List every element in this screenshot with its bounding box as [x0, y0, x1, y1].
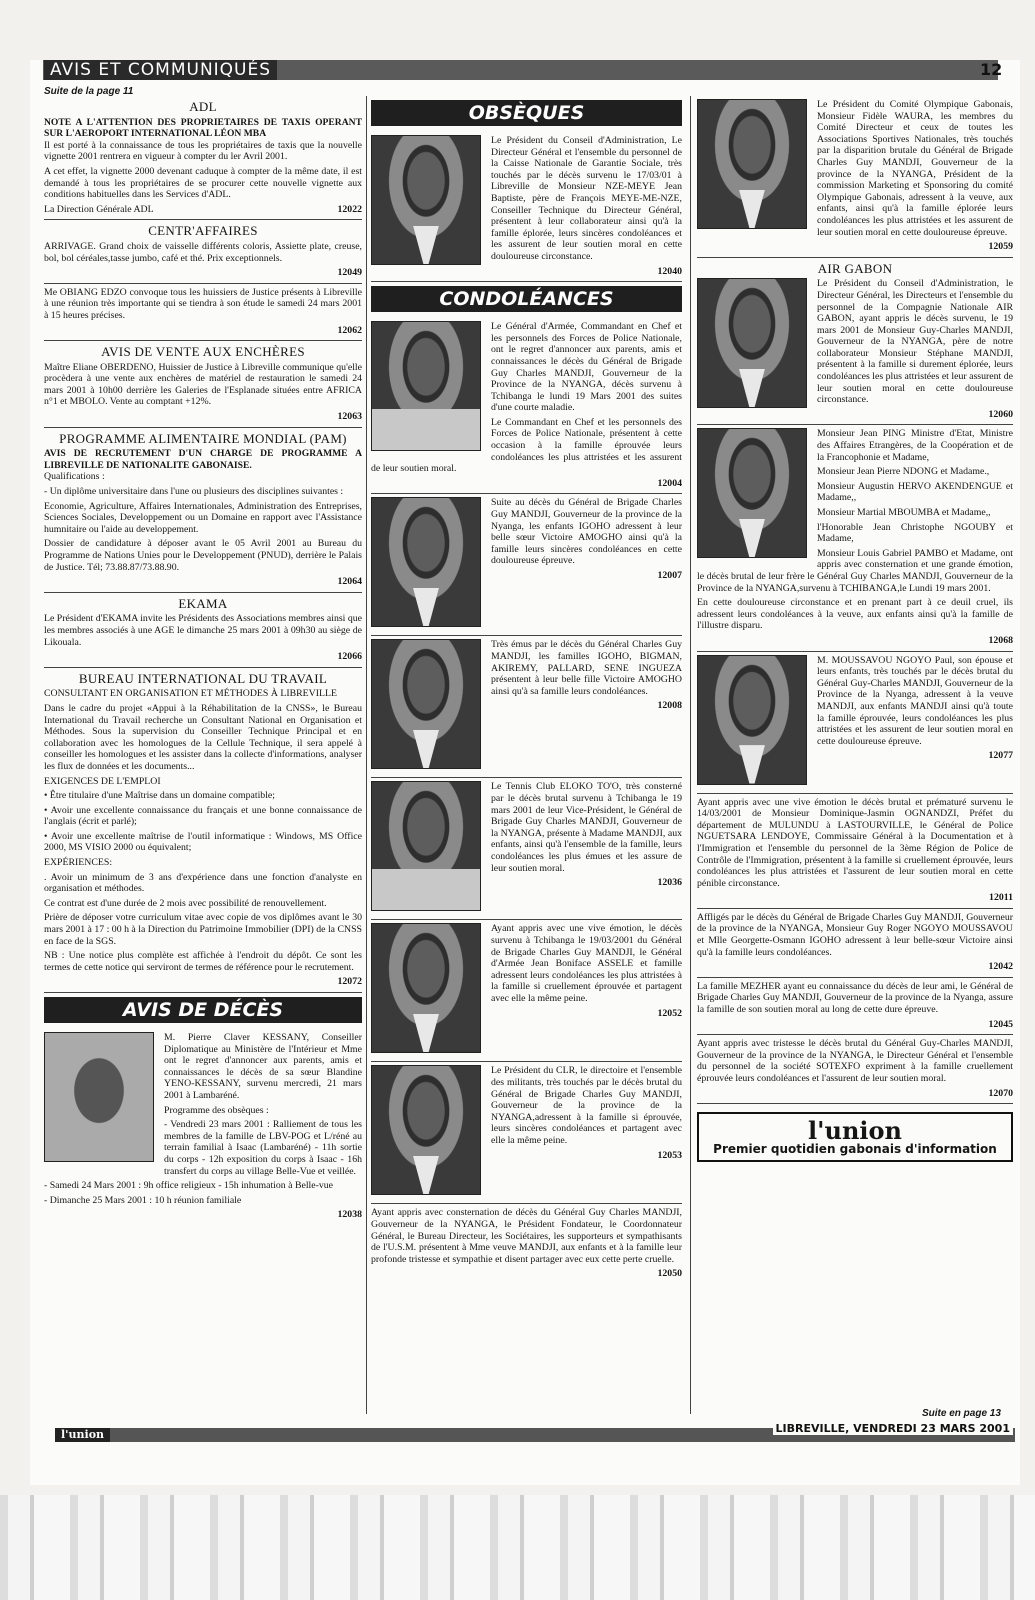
reference-number: 12052: [657, 1007, 682, 1019]
notice-title: BUREAU INTERNATIONAL DU TRAVAIL: [78, 670, 328, 686]
notice-paragraph: Le Président du Conseil d'Administration, Le Directeur Général et l'ensemble du personnel de la Caisse Nationale de Garantie Sociale, très touchés par le décès survenu le 17/03/01 à Libreville de Monsieur NZE-MEYE Jean Baptiste, père de François MEYE-ME-NZE, Conseiller Technique du Directeur Général, présentent à leur collaborateur ainsi qu'à la famille éplorée, leurs sincères condoléances et les assurent de leur soutien moral en cette douloureuse circonstance.: [491, 135, 682, 262]
notice-signature: La Direction Générale ADL: [44, 203, 154, 215]
portrait-photo: [697, 99, 807, 229]
notice-item: [371, 318, 682, 494]
notice-signature-row: [371, 478, 682, 490]
notice-item: [44, 428, 362, 593]
column-right: [697, 96, 1013, 1162]
portrait-photo: [371, 1065, 481, 1195]
notice-item: [371, 494, 682, 636]
notice-signature-row: [697, 1088, 1013, 1100]
column-middle: [371, 96, 682, 1284]
notice-item: [44, 668, 362, 993]
section-title: AVIS ET COMMUNIQUÉS: [44, 60, 277, 80]
notice-signature-row: [44, 267, 362, 279]
page-number: 12: [980, 60, 1003, 79]
reference-number: 12066: [337, 651, 362, 663]
notice-item: [44, 96, 362, 220]
notice-item: [371, 1204, 682, 1284]
notice-signature-row: [44, 576, 362, 588]
notice-paragraph: M. Pierre Claver KESSANY, Conseiller Diplomatique au Ministère de l'Intérieur et Mme ont le regret d'annoncer aux parents, amis et connaissances le décès de sa sœur Blandine YENO-KESSANY, survenu mercredi, 21 mars 2001 à Lambaréné.: [164, 1032, 362, 1101]
notice-paragraph: l'Honorable Jean Christophe NGOUBY et Madame,: [817, 521, 1013, 545]
notice-paragraph: - Samedi 24 Mars 2001 : 9h office religieux - 15h inhumation à Belle-vue: [44, 1180, 334, 1192]
notice-item: [697, 425, 1013, 651]
deces-heading: AVIS DE DÉCÈS: [44, 997, 362, 1023]
reference-number: 12042: [988, 961, 1013, 973]
notice-paragraph: Programme des obsèques :: [164, 1104, 269, 1116]
notice-paragraph: . Avoir un minimum de 3 ans d'expérience dans une fonction d'analyste en organisation et méthodes.: [44, 871, 362, 895]
notice-signature-row: [491, 700, 682, 712]
notice-paragraph: Ce contrat est d'une durée de 2 mois avec possibilité de renouvellement.: [44, 897, 327, 909]
column-left: [44, 96, 362, 1225]
notice-signature-row: [817, 409, 1013, 421]
notice-paragraph: Dans le cadre du projet «Appui à la Réhabilitation de la CNSS», le Bureau International du Travail recherche un Consultant National en Organisation et Méthodes. Sous la supervision du Conseiller Technique Principal et en collaboration avec les homologues de la Cellule Technique, il sera appelé à conseiller les homologues et les assister dans la collecte d'informations, analyser les flux de données et les documents...: [44, 702, 362, 772]
dateline: LIBREVILLE, VENDREDI 23 MARS 2001: [773, 1422, 1013, 1435]
notice-signature-row: [697, 961, 1013, 973]
notice-paragraph: Prière de déposer votre curriculum vitae avec copie de vos diplômes avant le 30 mars 2001 à 17 : 00 h à la Direction du Patrimoine Immobilier (DPI) de la CNSS en face de la SGS.: [44, 912, 362, 947]
notice-paragraph: Economie, Agriculture, Affaires Internationales, Administration des Entreprises, Sciences Sociales, Developpement ou un Domaine en rapport avec l'Assistance humnitaire ou l'aide au developpement.: [44, 500, 362, 535]
reference-number: 12050: [657, 1268, 682, 1280]
portrait-photo: [371, 781, 481, 911]
notice-paragraph: Dossier de candidature à déposer avant le 05 Avril 2001 au Bureau du Programme de Nations Unies pour le Developpement (PNUD), derrière le Palais de Justice. Tél; 73.88.87/73.88.90.: [44, 538, 362, 573]
notice-signature-row: [371, 1268, 682, 1280]
reference-number: 12070: [988, 1087, 1013, 1099]
notice-paragraph: Le Président du Conseil d'Administration, le Directeur Général, les Directeurs et l'ensemble du personnel de la Compagnie Nationale AIR GABON, ayant appris le décès survenu, le 19 mars 2001 de Monsieur Guy-Charles MANDJI, Gouverneur de la NYANGA, père de notre collaborateur Monsieur Stéphane MANDJI, présentent à la famille si durement éplorée, leurs condoléances les plus attristées et leur assurent de leur soutien moral en cette douloureuse circonstance.: [817, 278, 1013, 406]
column-rule: [690, 96, 691, 1414]
notice-paragraph: • Avoir une excellente connaissance du français et une bonne connaissance de l'anglais (écrit et parlé);: [44, 804, 362, 828]
notice-signature-row: [44, 976, 362, 988]
notice-signature-row: [44, 325, 362, 337]
portrait-photo: [44, 1032, 154, 1162]
notice-paragraph: EXPÉRIENCES:: [44, 857, 113, 869]
notice-item: [697, 1035, 1013, 1104]
notice-signature-row: [44, 651, 362, 663]
notice-paragraph: Le Commandant en Chef et les personnels des Forces de Police Nationale, présentent à cette occasion à la famille éprouvée leurs condoléances les plus attristées et les assurent de leur soutien moral.: [371, 416, 682, 475]
reference-number: 12011: [989, 892, 1013, 904]
reference-number: 12036: [657, 877, 682, 889]
notice-title: ADL: [189, 99, 217, 114]
notice-item: [371, 636, 682, 778]
reference-number: 12038: [337, 1209, 362, 1221]
reference-number: 12077: [988, 750, 1013, 762]
notice-paragraph: Le Président d'EKAMA invite les Présidents des Associations membres ainsi que les membres associés à une AGE le dimanche 25 mars 2001 à 09h30 au siège de Likouala.: [44, 613, 362, 648]
notice-title: CENTR'AFFAIRES: [148, 223, 258, 239]
notice-paragraph: Affligés par le décès du Général de Brigade Charles Guy MANDJI, Gouverneur de la province de la NYANGA, Monsieur Guy Roger NGOYO MOUSSAVOU et Mlle Georgette-Osmann IGOHO adressent à leur belle-sœur Victoire ainsi qu'à la famille leurs condoléances.: [697, 911, 1013, 958]
notice-signature-row: [491, 877, 682, 889]
notice-signature-row: [491, 1150, 682, 1162]
notice-paragraph: NB : Une notice plus complète est affichée à l'endroit du dépôt. Ce sont les termes de cette notice qui serviront de termes de référence pour le recrutement.: [44, 950, 362, 973]
notice-item: [371, 132, 682, 282]
notice-signature-row: [44, 411, 362, 423]
notice-paragraph: Monsieur Martial MBOUMBA et Madame,,: [817, 507, 991, 518]
notice-title: AIR GABON: [817, 260, 893, 276]
notice-item: [44, 593, 362, 668]
column-rule: [366, 96, 367, 1414]
notice-item: [697, 909, 1013, 978]
reference-number: 12063: [337, 411, 362, 423]
portrait-photo: [371, 321, 481, 451]
portrait-photo: [697, 655, 807, 785]
notice-item: [44, 341, 362, 428]
reference-number: 12040: [657, 265, 682, 277]
reference-number: 12072: [337, 976, 362, 988]
notice-item: [697, 794, 1013, 909]
notice-paragraph: EXIGENCES DE L'EMPLOI: [44, 775, 161, 787]
notice-signature-row: [44, 1209, 362, 1221]
reference-number: 12062: [337, 324, 362, 336]
notice-paragraph: Qualifications :: [44, 471, 105, 483]
notice-paragraph: - Dimanche 25 Mars 2001 : 10 h réunion familiale: [44, 1194, 242, 1206]
notice-signature-row: [697, 892, 1013, 904]
obseques-heading: OBSÈQUES: [371, 100, 682, 126]
notice-item: [697, 652, 1013, 794]
reference-number: 12060: [988, 408, 1013, 420]
notice-paragraph: M. MOUSSAVOU NGOYO Paul, son épouse et leurs enfants, très touchés par le décès brutal du Général Guy-Charles MANDJI, Gouverneur de la Province de la Nyanga, adressent à la veuve MANDJI, aux enfants MANDJI ainsi qu'à toute la famille éprouvée, leurs condoléances les plus attristées et les assurent de leur soutien moral en cette douloureuse épreuve.: [817, 654, 1013, 747]
notice-paragraph: Monsieur Jean PING Ministre d'Etat, Ministre des Affaires Etrangères, de la Coopération et de la Francophonie et Madame,: [817, 428, 1013, 463]
notice-paragraph: En cette douloureuse circonstance et en prenant part à ce deuil cruel, ils adressent leurs condoléances à la veuve, aux enfants ainsi qu'à la famille de l'illustre disparu.: [697, 597, 1013, 632]
notice-paragraph: Monsieur Louis Gabriel PAMBO et Madame, ont appris avec consternation et une grande émotion, le décès brutal de leur frère le Général Guy Charles MANDJI, Gouverneur de la Province de la NYANGA,survenu à TCHIBANGA,le Lundi 19 mars 2001.: [697, 547, 1013, 594]
reference-number: 12064: [337, 576, 362, 588]
reference-number: 12049: [337, 267, 362, 279]
notice-paragraph: Monsieur Augustin HERVO AKENDENGUE et Madame,,: [817, 480, 1013, 504]
portrait-photo: [371, 135, 481, 265]
notice-item: [44, 220, 362, 283]
reference-number: 12008: [657, 700, 682, 712]
notice-paragraph: Le Président du CLR, le directoire et l'ensemble des militants, très touchés par le décès brutal du Général de Brigade Charles Guy MANDJI, Gouverneur de la province de la NYANGA,adressent à la famille si éprouvée, leurs sincères condoléances et partagent avec elle la même peine.: [491, 1065, 682, 1146]
reference-number: 12004: [657, 477, 682, 489]
notice-item: [697, 258, 1013, 426]
scan-noise: [0, 1495, 1035, 1600]
notice-subtitle: NOTE A L'ATTENTION DES PROPRIETAIRES DE TAXIS OPERANT SUR L'AEROPORT INTERNATIONAL LÉON MBA: [44, 116, 362, 140]
notice-paragraph: Ayant appris avec une vive émotion le décès brutal et prématuré survenu le 14/03/2001 de Monsieur Dominique-Jasmin OGNANDZI, Préfet du département de MULUNDU à LASTOURVILLE, le Général de Police NGUETSARA LENDOYE, Commissaire Général à la Documentation et à l'Immigration et l'ensemble du personnel de la 3ème Région de Police de Contrôle de l'Immigration, présentent à la famille si cruellement éprouvée, leurs condoléances les plus attristées et l'assurent de leur soutien moral en cette pénible circonstance.: [697, 796, 1013, 889]
reference-number: 12007: [657, 570, 682, 581]
notice-paragraph: Me OBIANG EDZO convoque tous les huissiers de Justice présents à Libreville à une réunion très importante qui se tiendra à son étude le samedi 24 mars 2001 à 15 heures précises.: [44, 286, 362, 321]
notice-paragraph: A cet effet, la vignette 2000 devenant caduque à compter de la même date, il est demandé à tous les propriétaires de se procurer cette nouvelle vignette aux conditions habituelles dans les Services d'ADL.: [44, 165, 362, 201]
portrait-photo: [697, 428, 807, 558]
notice-subtitle: AVIS DE RECRUTEMENT D'UN CHARGE DE PROGRAMME A LIBREVILLE DE NATIONALITE GABONAISE.: [44, 448, 362, 471]
notice-item: [44, 1029, 362, 1225]
notice-paragraph: Le Président du Comité Olympique Gabonais, Monsieur Fidèle WAURA, les membres du Comité Directeur et ceux de toutes les Associations Sportives Nationales, très touchés par la disparition brutale du Général de Brigade Charles Guy MANDJI, Gouverneur de la province de la NYANGA, Président de la commission Marketing et Sponsoring du comité Olympique Gabonais, adressent à la veuve, aux enfants, ainsi qu'à la famille éplorée leurs condoléances les plus attristées et les assurent de leur soutien moral en cette douloureuse épreuve.: [817, 99, 1013, 238]
portrait-photo: [697, 278, 807, 408]
notice-paragraph: ARRIVAGE. Grand choix de vaisselle différents coloris, Assiette plate, creuse, bol, bol céréales,tasse jumbo, café et thé. Prix exceptionnels.: [44, 240, 362, 264]
notice-title: AVIS DE VENTE AUX ENCHÈRES: [101, 344, 305, 360]
portrait-photo: [371, 923, 481, 1053]
reference-number: 12045: [988, 1018, 1013, 1030]
notice-paragraph: Très émus par le décès du Général Charles Guy MANDJI, les familles IGOHO, BIGMAN, AKIREMY, PALLARD, SENE INGUEZA présentent à leur belle fille Victoire AMOGHO ainsi qu'à sa famille leurs condoléances.: [491, 639, 682, 697]
notice-paragraph: Le Tennis Club ELOKO TO'O, très consterné par le décès brutal survenu à Tchibanga le 19 mars 2001 de leur Vice-Président, le Général de Brigade Guy Charles MANDJI, Gouverneur de la NYANGA, présente à Madame MANDJI, aux enfants, ainsi qu'à l'ensemble de la famille, leurs condoléances les plus émues et les assure de leur soutien moral.: [491, 781, 682, 874]
notice-paragraph: Monsieur Jean Pierre NDONG et Madame.,: [817, 466, 990, 478]
notice-signature-row: [491, 1008, 682, 1020]
notice-paragraph: • Avoir une excellente maîtrise de l'outil informatique : Windows, MS Office 2000, MS VISIO 2000 ou équivalent;: [44, 830, 362, 854]
condoleances-heading: CONDOLÉANCES: [371, 286, 682, 312]
notice-paragraph: CONSULTANT EN ORGANISATION ET MÉTHODES À LIBREVILLE: [44, 688, 337, 700]
notice-signature-row: [491, 570, 682, 582]
notice-item: [371, 920, 682, 1062]
notice-paragraph: - Un diplôme universitaire dans l'une ou plusieurs des disciplines suivantes :: [44, 486, 344, 498]
notice-paragraph: Suite au décès du Général de Brigade Charles Guy MANDJI, Gouverneur de la province de la Nyanga, les enfants IGOHO adressent à leur belle sœur Victoire AMOGHO ainsi qu'à la famille leurs sincères condoléances en cette douloureuse épreuve.: [491, 497, 682, 567]
footer-masthead: l'union: [55, 1428, 110, 1442]
reference-number: 12022: [337, 203, 362, 215]
notice-item: [44, 284, 362, 341]
portrait-photo: [371, 497, 481, 627]
union-logo-tagline: Premier quotidien gabonais d'information: [713, 1142, 997, 1157]
notice-item: [697, 978, 1013, 1035]
notice-item: [371, 1062, 682, 1204]
notice-signature-row: [697, 241, 1013, 253]
notice-title: PROGRAMME ALIMENTAIRE MONDIAL (PAM): [59, 430, 347, 446]
continued-from: Suite de la page 11: [44, 86, 134, 97]
notice-paragraph: Ayant appris avec tristesse le décès brutal du Général Guy-Charles MANDJI, Gouverneur de la province de la NYANGA, le Directeur Général et l'ensemble du personnel de la société SOTEXFO expriment à la famille cruellement éprouvée leurs condoléances et l'assurent de leur soutien moral.: [697, 1038, 1013, 1084]
union-logo-box: [697, 1112, 1013, 1162]
notice-paragraph: Ayant appris avec consternation de décès du Général Guy Charles MANDJI, Gouverneur de la NYANGA, le Président Fondateur, le Coordonnateur Général, le Bureau Directeur, les Sociétaires, les supporteurs et sympathisants de l'U.S.M. présentent à Mme veuve MANDJI, aux enfants et à la famille leur profonde tristesse et sympathie et disent partager avec eux cette perte cruelle.: [371, 1207, 682, 1265]
notice-title: EKAMA: [178, 595, 228, 611]
reference-number: 12053: [657, 1149, 682, 1161]
reference-number: 12059: [988, 241, 1013, 253]
notice-paragraph: Le Général d'Armée, Commandant en Chef et les personnels des Forces de Police Nationale, ont le regret d'annoncer aux parents, amis et connaissances le décès du Général de Brigade Guy Charles MANDJI, Gouverneur de la Province de la NYANGA, décès survenu à Tchibanga le lundi 19 Mars 2001 des suites d'une courte maladie.: [491, 321, 682, 414]
notice-item: [697, 96, 1013, 258]
portrait-photo: [371, 639, 481, 769]
notice-signature-row: [697, 635, 1013, 647]
notice-signature-row: [697, 1019, 1013, 1031]
union-logo-name: l'union: [808, 1116, 902, 1146]
continued-to: Suite en page 13: [922, 1408, 1001, 1419]
notice-paragraph: - Vendredi 23 mars 2001 : Ralliement de tous les membres de la famille de LBV-POG et L/réné au terrain familial à Isaac (Lambaréné) - 11h sortie du corps - 12h exposition du corps à Isaac - 16h transfert du corps au village Belle-Vue et veillée.: [164, 1119, 362, 1177]
notice-paragraph: Il est porté à la connaissance de tous les propriétaires de taxis que la nouvelle vignette 2001 rentrera en vigueur à compter du ler Avril 2001.: [44, 139, 362, 163]
notice-item: [371, 778, 682, 920]
notice-paragraph: Maître Eliane OBERDENO, Huissier de Justice à Libreville communique qu'elle procèdera à une vente aux enchères de matériel de restauration le samedi 24 mars 2001 à 10h00 derrière les Galeries de l'Esplanade situées entre AFRICA n°1 et MBOLO. Vente au comptant +12%.: [44, 361, 362, 408]
notice-signature-row: [44, 204, 362, 216]
notice-signature-row: [817, 750, 1013, 762]
reference-number: 12068: [988, 634, 1013, 646]
notice-paragraph: Ayant appris avec une vive émotion, le décès survenu à Tchibanga le 19/03/2001 du Général de Brigade Charles Guy MANDJI, le Général d'Armée Jean Boniface ASSELE et famille adressent leurs condoléances les plus attristées à la famille si cruellement éprouvée et partagent avec elle la même peine.: [491, 923, 682, 1004]
notice-paragraph: La famille MEZHER ayant eu connaissance du décès de leur ami, le Général de Brigade Charles Guy MANDJI, Gouverneur de la province de la Nyanga, assure la famille de son soutien moral au long de cette dure épreuve.: [697, 980, 1013, 1016]
notice-paragraph: • Être titulaire d'une Maîtrise dans un domaine compatible;: [44, 790, 276, 802]
notice-signature-row: [491, 266, 682, 278]
